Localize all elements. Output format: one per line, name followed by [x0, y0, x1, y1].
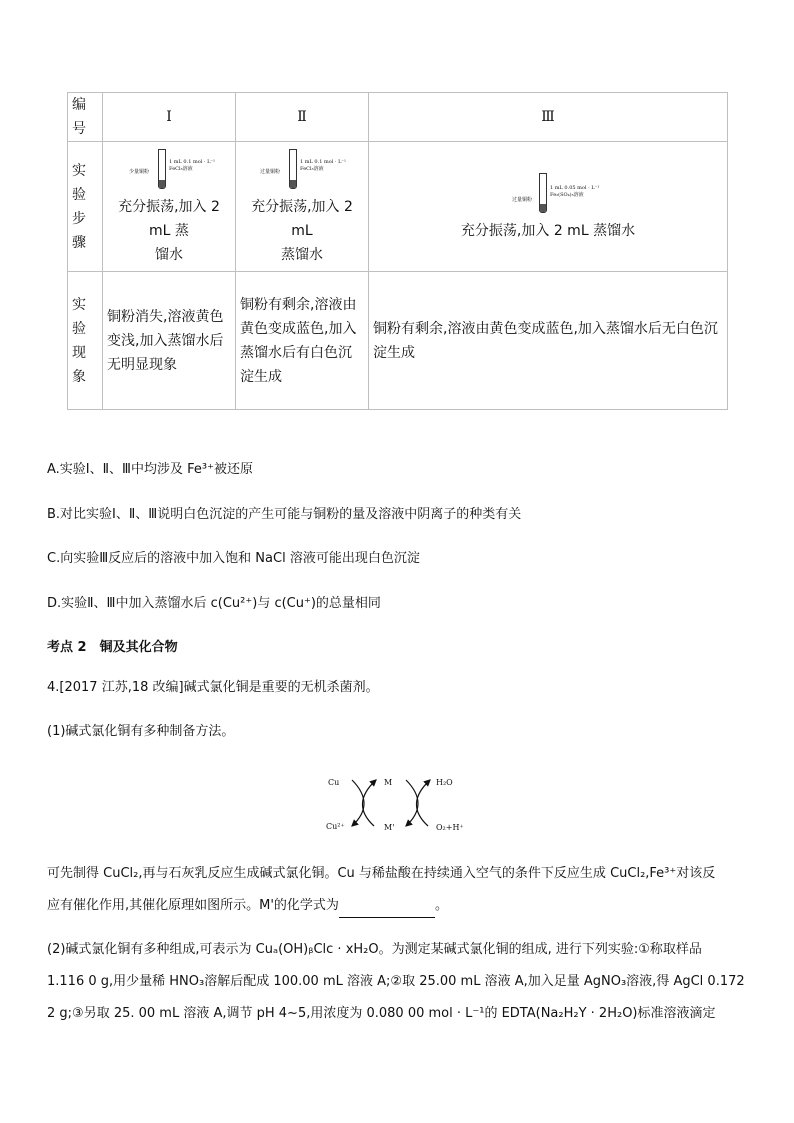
steps-row-label: 实验 步骤 — [68, 142, 103, 272]
col-header-1: Ⅰ — [103, 93, 236, 142]
q4-para1-line2: 应有催化作用,其催化原理如图所示。M'的化学式为 。 — [47, 894, 747, 918]
q4-para1-line1: 可先制得 CuCl₂,再与石灰乳反应生成碱式氯化铜。Cu 与稀盐酸在持续通入空气的条件下反应生成 CuCl₂,Fe³⁺对该反 — [47, 866, 716, 881]
phenomena-cell-3: 铜粉有剩余,溶液由黄色变成蓝色,加入蒸馏水后无白色沉 淀生成 — [369, 272, 728, 410]
phenomena-cell-1: 铜粉消失,溶液黄色 变浅,加入蒸馏水后 无明显现象 — [103, 272, 236, 410]
steps-row — [68, 142, 728, 272]
label-h2o: H₂O — [436, 778, 453, 787]
label-m: M — [384, 778, 393, 787]
label-m-prime: M' — [384, 823, 395, 832]
option-a: A.实验Ⅰ、Ⅱ、Ⅲ中均涉及 Fe³⁺被还原 — [47, 462, 253, 477]
test-tube-icon — [289, 149, 297, 189]
steps-cell-3 — [369, 142, 728, 272]
table-header-row — [68, 93, 728, 142]
col-header-number: 编号 — [68, 93, 103, 142]
step-text-2a: 充分振荡,加入 2 mL — [251, 198, 353, 239]
steps-cell-2 — [236, 142, 369, 272]
test-tube-icon — [158, 149, 166, 189]
phenomena-cell-2: 铜粉有剩余,溶液由 黄色变成蓝色,加入 蒸馏水后有白色沉 淀生成 — [236, 272, 369, 410]
test-tube-diagram-1: 1 mL 0.1 mol · L⁻¹ FeCl₃溶液 少量铜粉 — [107, 147, 231, 195]
label-o2h: O₂+H⁺ — [436, 823, 464, 832]
label-cu2: Cu²⁺ — [326, 822, 345, 831]
label-cu: Cu — [328, 778, 340, 787]
section-title: 考点 2 铜及其化合物 — [47, 640, 178, 655]
phenomena-row-label: 实验 现象 — [68, 272, 103, 410]
step-text-2b: 蒸馏水 — [281, 246, 323, 263]
option-b: B.对比实验Ⅰ、Ⅱ、Ⅲ说明白色沉淀的产生可能与铜粉的量及溶液中阴离子的种类有关 — [47, 507, 522, 522]
option-d: D.实验Ⅱ、Ⅲ中加入蒸馏水后 c(Cu²⁺)与 c(Cu⁺)的总量相同 — [47, 596, 381, 611]
test-tube-diagram-3: 1 mL 0.05 mol · L⁻¹ Fe₂(SO₄)₃溶液 过量铜粉 — [373, 171, 723, 219]
option-c: C.向实验Ⅲ反应后的溶液中加入饱和 NaCl 溶液可能出现白色沉淀 — [47, 551, 420, 566]
phenomena-row — [68, 272, 728, 410]
test-tube-icon — [539, 173, 547, 213]
step-text-3: 充分振荡,加入 2 mL 蒸馏水 — [460, 222, 636, 239]
col-header-2: Ⅱ — [236, 93, 369, 142]
answer-blank[interactable] — [339, 903, 435, 918]
q4-part2-line1: (2)碱式氯化铜有多种组成,可表示为 Cuₐ(OH)ᵦClc · xH₂O。为测定某碱式氯化铜的组成, 进行下列实验:①称取样品 — [47, 942, 702, 957]
steps-cell-1 — [103, 142, 236, 272]
step-text-1a: 充分振荡,加入 2 mL 蒸 — [118, 198, 220, 239]
q4-intro: 4.[2017 江苏,18 改编]碱式氯化铜是重要的无机杀菌剂。 — [47, 680, 379, 695]
q4-part2-line3: 2 g;③另取 25. 00 mL 溶液 A,调节 pH 4~5,用浓度为 0.080 00 mol · L⁻¹的 EDTA(Na₂H₂Y · 2H₂O)标准溶液滴定 — [47, 1006, 716, 1021]
q4-part1: (1)碱式氯化铜有多种制备方法。 — [47, 724, 235, 739]
catalysis-cycle-diagram — [322, 768, 472, 840]
step-text-1b: 馏水 — [155, 246, 183, 263]
col-header-3: Ⅲ — [369, 93, 728, 142]
experiment-table — [67, 92, 728, 410]
test-tube-diagram-2: 1 mL 0.1 mol · L⁻¹ FeCl₃溶液 过量铜粉 — [240, 147, 364, 195]
q4-part2-line2: 1.116 0 g,用少量稀 HNO₃溶解后配成 100.00 mL 溶液 A;②取 25.00 mL 溶液 A,加入足量 AgNO₃溶液,得 AgCl 0.172 — [47, 974, 745, 989]
